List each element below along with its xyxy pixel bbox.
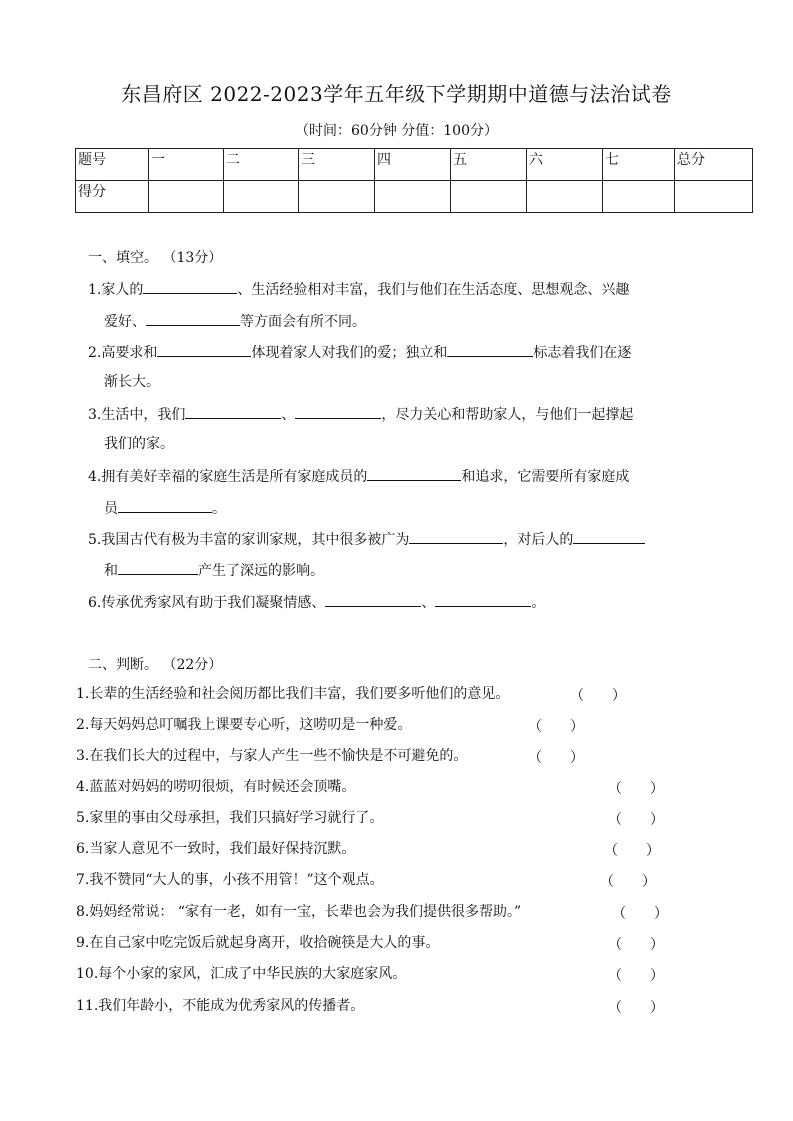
item-text: 渐长大。 [104, 374, 160, 390]
item-text: 我们的家。 [104, 436, 174, 452]
row-label: 得分 [76, 181, 149, 213]
answer-blank[interactable] [157, 342, 251, 357]
answer-paren[interactable]: （ ） [612, 906, 668, 922]
item-text: 3.生活中，我们 [88, 407, 186, 423]
answer-blank[interactable] [185, 404, 281, 419]
fill-item-1-cont [104, 311, 366, 331]
score-table [75, 148, 753, 213]
answer-paren[interactable]: （ ） [570, 688, 626, 704]
item-text: 爱好、 [104, 314, 146, 330]
item-text: 6.传承优秀家风有助于我们凝聚情感、 [88, 595, 326, 611]
header-cell: 四 [375, 149, 451, 181]
tf-item-11: 11.我们年龄小，不能成为优秀家风的传播者。 [76, 998, 365, 1014]
item-text: 、 [281, 407, 296, 423]
answer-paren[interactable]: （ ） [608, 812, 664, 828]
header-cell: 题号 [76, 149, 149, 181]
section-heading-true-false: 二、判断。 （22分） [88, 657, 223, 673]
fill-item-5 [88, 529, 645, 549]
answer-blank[interactable] [295, 404, 381, 419]
header-cell: 三 [299, 149, 375, 181]
answer-blank[interactable] [325, 592, 421, 607]
item-text: 产生了深远的影响。 [198, 563, 324, 579]
fill-item-4 [88, 466, 629, 486]
score-table-score-row [76, 181, 753, 213]
answer-paren[interactable]: （ ） [608, 937, 664, 953]
item-text: 、 [421, 595, 436, 611]
answer-paren[interactable]: （ ） [604, 843, 660, 859]
fill-item-1 [88, 279, 629, 299]
header-cell: 七 [603, 149, 675, 181]
tf-item-9: 9.在自己家中吃完饭后就起身离开，收拾碗筷是大人的事。 [76, 935, 440, 951]
header-cell: 二 [224, 149, 299, 181]
answer-blank[interactable] [409, 529, 503, 544]
item-text: 4.拥有美好幸福的家庭生活是所有家庭成员的 [88, 469, 368, 485]
fill-item-2-cont [104, 373, 160, 391]
fill-item-3 [88, 404, 633, 424]
header-cell: 六 [527, 149, 603, 181]
answer-paren[interactable]: （ ） [528, 719, 584, 735]
fill-item-4-cont [104, 498, 226, 518]
score-table-header-row [76, 149, 753, 181]
item-text: 2.高要求和 [88, 345, 158, 361]
fill-item-6 [88, 592, 545, 612]
score-cell[interactable] [149, 181, 224, 213]
tf-item-2: 2.每天妈妈总叮嘱我上课要专心听，这唠叨是一种爱。 [76, 717, 412, 733]
score-cell[interactable] [224, 181, 299, 213]
answer-blank[interactable] [573, 529, 645, 544]
item-text: 等方面会有所不同。 [240, 314, 366, 330]
item-text: 。 [212, 501, 226, 517]
tf-item-10: 10.每个小家的家风，汇成了中华民族的大家庭家风。 [76, 966, 407, 982]
tf-item-8: 8.妈妈经常说： “家有一老，如有一宝，长辈也会为我们提供很多帮助。” [76, 904, 522, 920]
item-text: ，尽力关心和帮助家人，与他们一起撑起 [381, 407, 634, 423]
answer-blank[interactable] [447, 342, 533, 357]
item-text: 标志着我们在逐 [533, 345, 632, 361]
fill-item-5-cont [104, 560, 324, 580]
answer-blank[interactable] [118, 560, 198, 575]
item-text: 、生活经验相对丰富，我们与他们在生活态度、思想观念、兴趣 [237, 282, 630, 298]
answer-paren[interactable]: （ ） [608, 968, 664, 984]
item-text: 体现着家人对我们的爱；独立和 [251, 345, 448, 361]
answer-blank[interactable] [118, 498, 212, 513]
exam-info: （时间：60分钟 分值：100分） [295, 123, 498, 139]
score-cell[interactable] [603, 181, 675, 213]
score-cell[interactable] [375, 181, 451, 213]
item-text: 员 [104, 501, 118, 517]
answer-blank[interactable] [435, 592, 531, 607]
tf-item-1: 1.长辈的生活经验和社会阅历都比我们丰富，我们要多听他们的意见。 [76, 686, 510, 702]
score-cell[interactable] [451, 181, 527, 213]
header-cell: 总分 [675, 149, 753, 181]
tf-item-3: 3.在我们长大的过程中，与家人产生一些不愉快是不可避免的。 [76, 748, 468, 764]
page-title: 东昌府区 2022-2023学年五年级下学期期中道德与法治试卷 [121, 82, 672, 106]
score-cell[interactable] [527, 181, 603, 213]
fill-item-2 [88, 342, 631, 362]
header-cell: 一 [149, 149, 224, 181]
section-heading-fill-blank: 一、填空。 （13分） [88, 250, 223, 266]
answer-paren[interactable]: （ ） [600, 874, 656, 890]
answer-blank[interactable] [367, 466, 461, 481]
answer-blank[interactable] [143, 279, 237, 294]
item-text: 和 [104, 563, 118, 579]
answer-paren[interactable]: （ ） [608, 1000, 664, 1016]
score-cell[interactable] [675, 181, 753, 213]
score-cell[interactable] [299, 181, 375, 213]
item-text: 5.我国古代有极为丰富的家训家规，其中很多被广为 [88, 532, 410, 548]
tf-item-7: 7.我不赞同“大人的事，小孩不用管！”这个观点。 [76, 872, 384, 888]
answer-blank[interactable] [146, 311, 240, 326]
tf-item-5: 5.家里的事由父母承担，我们只搞好学习就行了。 [76, 810, 384, 826]
tf-item-6: 6.当家人意见不一致时，我们最好保持沉默。 [76, 841, 356, 857]
item-text: 和追求，它需要所有家庭成 [461, 469, 630, 485]
answer-paren[interactable]: （ ） [528, 750, 584, 766]
fill-item-3-cont [104, 435, 174, 453]
header-cell: 五 [451, 149, 527, 181]
item-text: 。 [531, 595, 546, 611]
item-text: ，对后人的 [503, 532, 574, 548]
item-text: 1.家人的 [88, 282, 144, 298]
tf-item-4: 4.蓝蓝对妈妈的唠叨很烦，有时候还会顶嘴。 [76, 779, 356, 795]
answer-paren[interactable]: （ ） [608, 781, 664, 797]
